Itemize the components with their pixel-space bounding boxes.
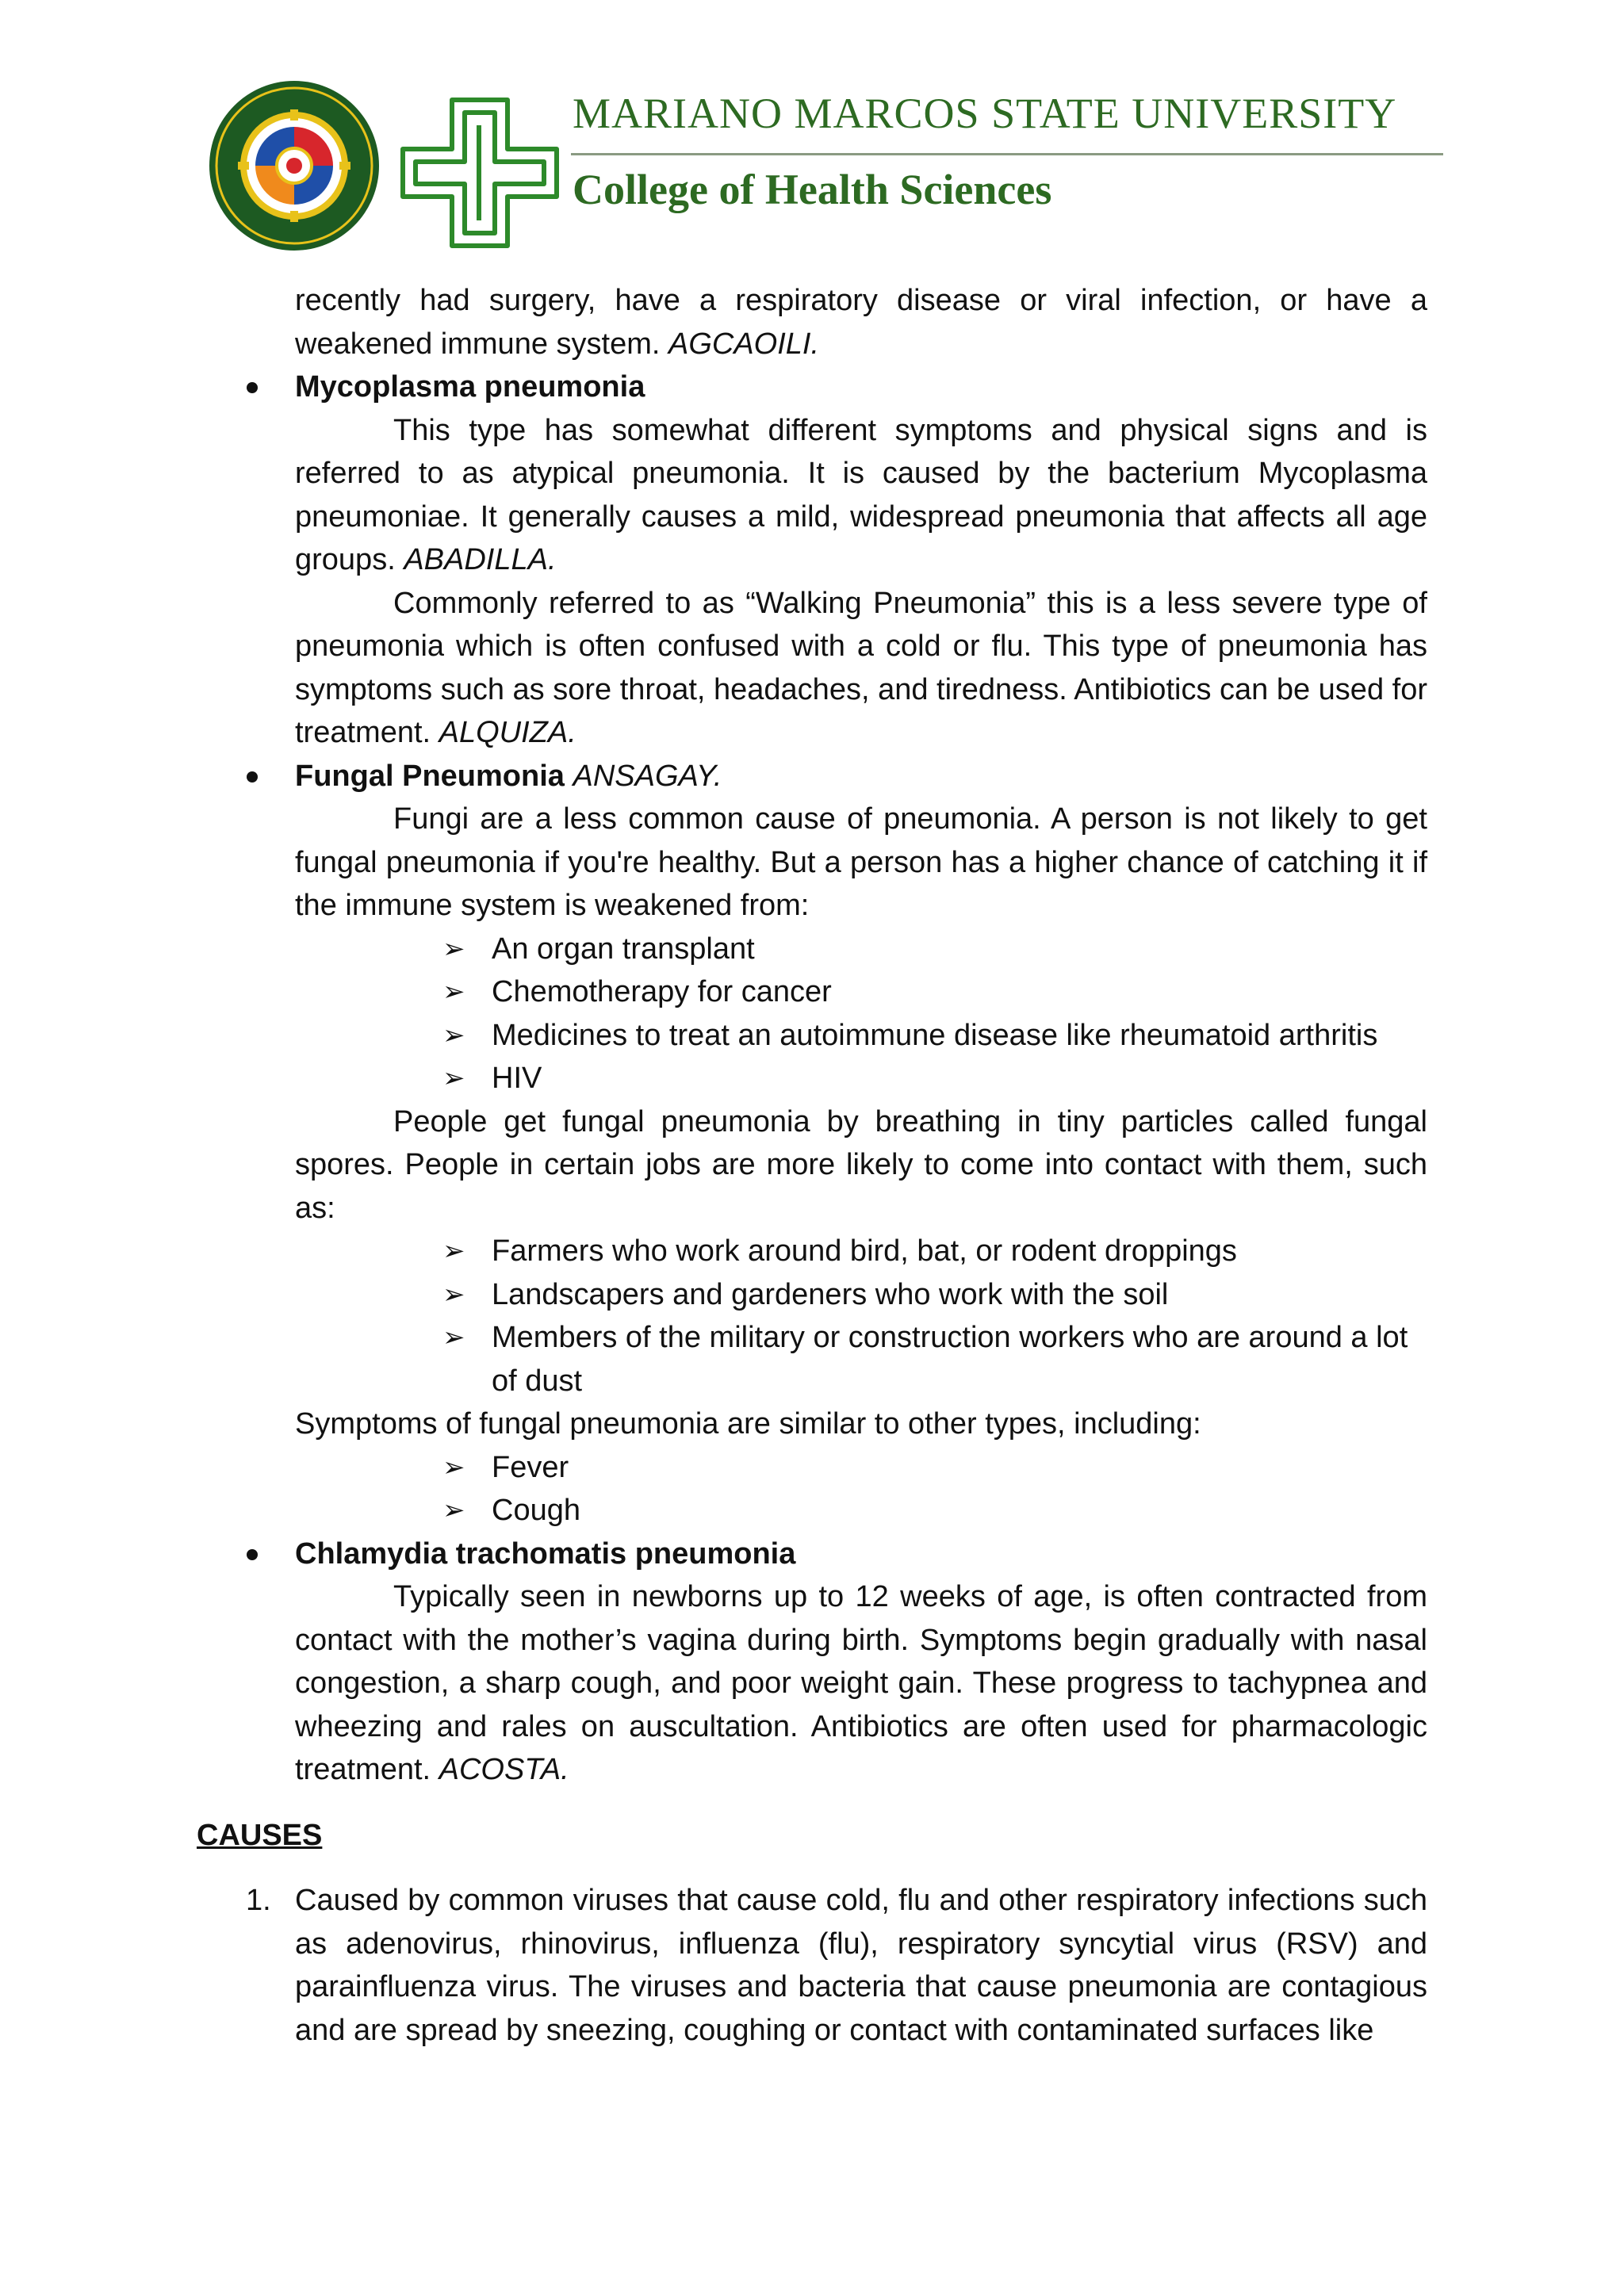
bullet-dot-icon — [247, 771, 258, 783]
mycoplasma-paragraph-1 — [295, 409, 1427, 582]
university-name: MARIANO MARCOS STATE UNIVERSITY — [573, 90, 1397, 137]
list-item-text: An organ transplant — [492, 932, 755, 966]
arrow-bullet-icon: ➢ — [442, 1278, 465, 1311]
mycoplasma-p2-text: Commonly referred to as “Walking Pneumonia” this is a less severe type of pneumonia which is often confused with a cold or flu. This type of pneumonia has symptoms such as sore throat, headaches, and tiredness. Antibiotics can be used for treatment. — [295, 586, 1427, 749]
document-body — [197, 279, 1427, 2052]
list-item — [197, 1230, 1427, 1273]
fungal-jobs-list — [197, 1230, 1427, 1402]
list-item — [197, 1489, 1427, 1533]
intro-text: recently had surgery, have a respiratory disease or viral infection, or have a weakened immune system. — [295, 284, 1427, 361]
fungal-paragraph-2: People get fungal pneumonia by breathing in tiny particles called fungal spores. People in certain jobs are more likely to come into contact with them, such as: — [295, 1104, 1427, 1225]
college-name: College of Health Sciences — [573, 166, 1052, 213]
causes-heading: CAUSES — [197, 1818, 323, 1852]
list-item-text: Landscapers and gardeners who work with the soil — [492, 1277, 1169, 1311]
list-item — [197, 1316, 1427, 1402]
bullet-mycoplasma — [295, 365, 1427, 409]
list-item — [197, 970, 1427, 1014]
list-item-text: Members of the military or construction workers who are around a lot of dust — [492, 1321, 1408, 1398]
fungal-citation: ANSAGAY. — [573, 759, 722, 793]
header-divider — [571, 153, 1443, 155]
fungal-risk-list — [197, 928, 1427, 1100]
list-item — [197, 1446, 1427, 1490]
arrow-bullet-icon: ➢ — [442, 1322, 465, 1353]
arrow-bullet-icon: ➢ — [442, 932, 465, 965]
fungal-symptoms-list — [197, 1446, 1427, 1533]
causes-item-1 — [246, 1879, 1427, 2052]
chlamydia-p1-text: Typically seen in newborns up to 12 weeks of age, is often contracted from contact with the mother’s vagina during birth. Symptoms begin gradually with nasal congestion, a sharp cough, and poor weight gain. These progress to tachypnea and wheezing and rales on auscultation. Antibiotics are often used for pharmacologic treatment. — [295, 1580, 1427, 1786]
health-sciences-cross-logo — [396, 94, 563, 252]
list-item-text: Medicines to treat an autoimmune disease like rheumatoid arthritis — [492, 1018, 1378, 1052]
fungal-paragraph-3: Symptoms of fungal pneumonia are similar to other types, including: — [295, 1407, 1201, 1441]
page-header — [0, 0, 1624, 262]
arrow-bullet-icon: ➢ — [442, 1019, 465, 1051]
list-item — [197, 928, 1427, 971]
intro-citation: AGCAOILI. — [668, 327, 820, 361]
mycoplasma-p1-citation: ABADILLA. — [404, 543, 557, 576]
mycoplasma-p2-citation: ALQUIZA. — [439, 716, 576, 749]
list-item-text: Cough — [492, 1494, 580, 1527]
list-item — [197, 1014, 1427, 1058]
list-item-text: Chemotherapy for cancer — [492, 975, 832, 1008]
university-seal-logo — [208, 79, 381, 252]
chlamydia-p1-citation: ACOSTA. — [439, 1753, 569, 1786]
fungal-paragraph-1: Fungi are a less common cause of pneumonia. A person is not likely to get fungal pneumonia if you're healthy. But a person has a higher chance of catching it if the immune system is weakened from: — [295, 802, 1427, 922]
bullet-dot-icon — [247, 382, 258, 393]
list-item-text: HIV — [492, 1062, 542, 1095]
list-item — [197, 1273, 1427, 1317]
mycoplasma-p1-text: This type has somewhat different symptoms and physical signs and is referred to as atypical pneumonia. It is caused by the bacterium Mycoplasma pneumoniae. It generally causes a mild, widespread pneumonia that affects all age groups. — [295, 413, 1427, 576]
chlamydia-title: Chlamydia trachomatis pneumonia — [295, 1536, 796, 1571]
fungal-title: Fungal Pneumonia — [295, 759, 565, 793]
arrow-bullet-icon: ➢ — [442, 1451, 465, 1483]
chlamydia-paragraph-1 — [295, 1575, 1427, 1792]
list-item-text: Farmers who work around bird, bat, or rodent droppings — [492, 1234, 1237, 1268]
arrow-bullet-icon: ➢ — [442, 1062, 465, 1094]
causes-item-text: Caused by common viruses that cause cold, flu and other respiratory infections such as adenovirus, rhinovirus, influenza (flu), respiratory syncytial virus (RSV) and parainfluenza virus. The viruses and bacteria that cause pneumonia are contagious and are spread by sneezing, coughing or contact with contaminated surfaces like — [295, 1884, 1427, 2047]
list-item — [197, 1057, 1427, 1100]
mycoplasma-title: Mycoplasma pneumonia — [295, 370, 645, 404]
bullet-dot-icon — [247, 1549, 258, 1560]
intro-paragraph — [295, 279, 1427, 365]
arrow-bullet-icon: ➢ — [442, 1494, 465, 1526]
bullet-fungal — [295, 755, 1427, 798]
arrow-bullet-icon: ➢ — [442, 976, 465, 1008]
list-item-text: Fever — [492, 1450, 569, 1484]
causes-item-number: 1. — [246, 1884, 271, 1917]
mycoplasma-paragraph-2 — [295, 582, 1427, 755]
bullet-chlamydia — [295, 1533, 1427, 1576]
arrow-bullet-icon: ➢ — [442, 1235, 465, 1267]
